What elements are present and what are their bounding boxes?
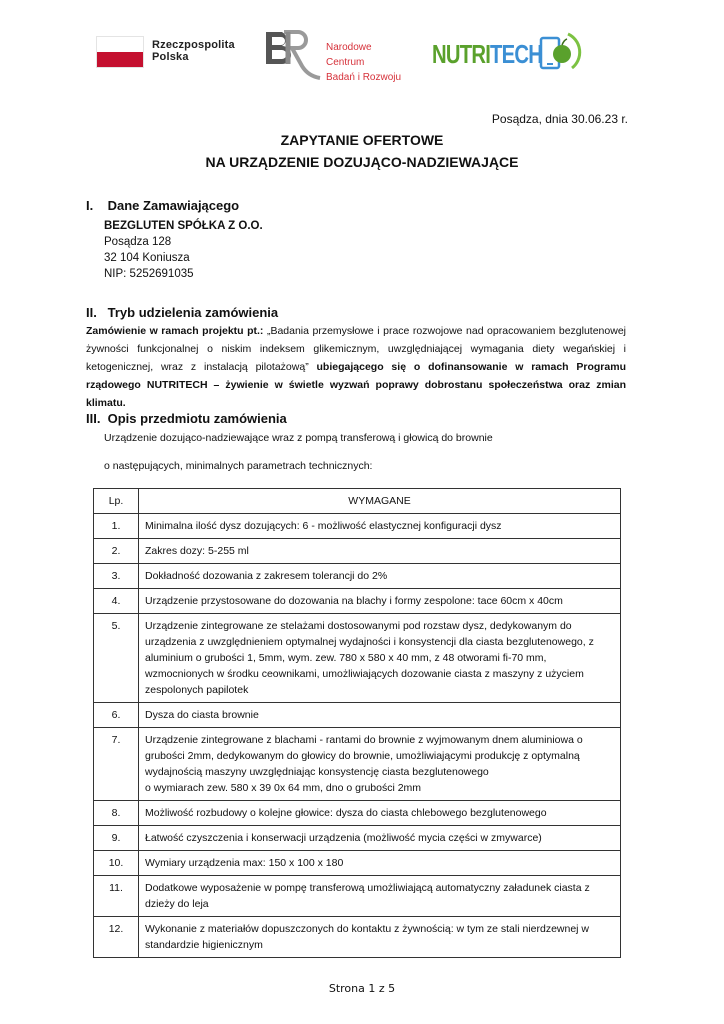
row-text: Łatwość czyszczenia i konserwacji urządzenia (możliwość mycia części w zmywarce) <box>145 832 542 844</box>
table-row <box>94 801 621 826</box>
rp-line1: Rzeczpospolita <box>152 39 235 51</box>
table-row <box>94 826 621 851</box>
section-1-heading <box>86 198 239 213</box>
section-3-title: Opis przedmiotu zamówienia <box>107 411 287 426</box>
row-text: Dokładność dozowania z zakresem tolerancji do 2% <box>145 570 388 582</box>
row-description <box>139 876 621 917</box>
row-description <box>139 703 621 728</box>
row-number: 7. <box>94 728 139 801</box>
row-number: 5. <box>94 614 139 703</box>
row-text: Wykonanie z materiałów dopuszczonych do kontaktu z żywnością: w tym ze stali nierdzewnej w standardzie higienicznym <box>145 923 590 951</box>
row-number: 8. <box>94 801 139 826</box>
row-number: 1. <box>94 514 139 539</box>
row-description <box>139 851 621 876</box>
rp-line2: Polska <box>152 51 189 63</box>
document-title: ZAPYTANIE OFERTOWE <box>280 132 444 148</box>
row-description <box>139 801 621 826</box>
row-text: o wymiarach zew. 580 x 39 0x 64 mm, dno o grubości 2mm <box>145 782 422 794</box>
table-header-row <box>94 489 621 514</box>
row-text: Dysza do ciasta brownie <box>145 709 259 721</box>
row-number: 9. <box>94 826 139 851</box>
nutritech-wordmark <box>432 39 542 70</box>
logo-rzeczpospolita-polska <box>96 36 246 68</box>
table-row <box>94 703 621 728</box>
row-description <box>139 826 621 851</box>
para-bold-intro: Zamówienie w ramach projektu pt.: <box>86 325 264 337</box>
row-number: 4. <box>94 589 139 614</box>
document-date: Posądza, dnia 30.06.23 r. <box>491 112 628 126</box>
row-text: Możliwość rozbudowy o kolejne głowice: dysza do ciasta chlebowego bezglutenowego <box>145 807 547 819</box>
section-1-title: Dane Zamawiającego <box>107 198 240 213</box>
rp-logo-text <box>152 39 235 63</box>
table-row <box>94 728 621 801</box>
table-row <box>94 917 621 958</box>
row-number: 10. <box>94 851 139 876</box>
table-row <box>94 851 621 876</box>
table-row <box>94 614 621 703</box>
company-nip: NIP: 5252691035 <box>104 268 194 280</box>
section-3-subtitle-2: o następujących, minimalnych parametrach technicznych: <box>104 460 373 472</box>
row-text: Dodatkowe wyposażenie w pompę transferową umożliwiającą automatyczny załadunek ciasta z dzieży do leja <box>145 882 590 910</box>
row-description <box>139 614 621 703</box>
nutritech-part1: NUTRI <box>432 39 491 69</box>
ncbr-line2: Badań i Rozwoju <box>326 72 402 83</box>
ncbr-logo-text <box>326 40 412 85</box>
section-2-title: Tryb udzielenia zamówienia <box>107 305 279 320</box>
section-3-heading <box>86 411 287 426</box>
row-description <box>139 514 621 539</box>
row-text: Urządzenie zintegrowane ze stelażami dostosowanymi pod rozstaw dysz, dedykowanym do urządzenia z uwzględnieniem optymalnej wydajności i konsystencji dla ciasta bezglutenowego, z aluminium o grubości 1, 5mm, wym. zew. 780 x 580 x 40 mm, z 48 otworami fi-70 mm, wzmocnionych w środku ceownikami, umożliwiających dozowanie ciasta z maszyny z użyciem zespolonych papilotek <box>145 620 594 696</box>
requirements-table <box>93 488 621 958</box>
ncbr-line1: Narodowe Centrum <box>326 42 372 68</box>
document-subtitle: NA URZĄDZENIE DOZUJĄCO-NADZIEWAJĄCE <box>205 154 519 170</box>
row-text: Wymiary urządzenia max: 150 x 100 x 180 <box>145 857 344 869</box>
polish-flag-icon <box>96 36 144 68</box>
row-number: 12. <box>94 917 139 958</box>
company-name: BEZGLUTEN SPÓŁKA Z O.O. <box>104 220 263 232</box>
table-row <box>94 589 621 614</box>
row-text: Minimalna ilość dysz dozujących: 6 - możliwość elastycznej konfiguracji dysz <box>145 520 502 532</box>
section-2-heading <box>86 305 278 320</box>
ncbr-br-mark-icon <box>262 28 324 82</box>
table-row <box>94 876 621 917</box>
section-2-number: II. <box>86 305 97 320</box>
header-required: WYMAGANE <box>139 489 621 514</box>
table-row <box>94 564 621 589</box>
row-description <box>139 728 621 801</box>
row-description <box>139 564 621 589</box>
row-number: 6. <box>94 703 139 728</box>
header-lp: Lp. <box>94 489 139 514</box>
phone-apple-icon <box>538 30 586 78</box>
section-2-paragraph <box>86 322 626 412</box>
table-row <box>94 514 621 539</box>
company-address-2: 32 104 Koniusza <box>104 252 190 264</box>
row-number: 11. <box>94 876 139 917</box>
row-text: Zakres dozy: 5-255 ml <box>145 545 249 557</box>
logo-ncbr <box>262 28 412 83</box>
section-1-number: I. <box>86 198 94 213</box>
row-text: Urządzenie zintegrowane z blachami - rantami do brownie z wyjmowanym dnem aluminiowa o grubości 2mm, dedykowanym do głowicy do brownie, umożliwiającymi produkcję z optymalną wydajnością maszyny uwzględniając konsystencję ciasta bezglutenowego <box>145 734 583 778</box>
section-3-number: III. <box>86 411 101 426</box>
row-description <box>139 539 621 564</box>
company-address-1: Posądza 128 <box>104 236 172 248</box>
nutritech-part2: TECH <box>490 39 543 69</box>
row-description <box>139 917 621 958</box>
row-text: Urządzenie przystosowane do dozowania na blachy i formy zespolone: tace 60cm x 40cm <box>145 595 563 607</box>
page-number: Strona 1 z 5 <box>328 982 396 995</box>
row-number: 3. <box>94 564 139 589</box>
row-number: 2. <box>94 539 139 564</box>
row-description <box>139 589 621 614</box>
logo-nutritech <box>432 30 592 80</box>
table-row <box>94 539 621 564</box>
section-3-subtitle-1: Urządzenie dozująco-nadziewające wraz z pompą transferową i głowicą do brownie <box>104 432 493 444</box>
para-project-title: „Badania przemysłowe i prace rozwojowe nad opracowaniem bezglutenowej żywności funkcjonalnej o niskim indeksem glikemicznym, uwzględniającej wymagania diety wegańskiej i ketogenicznej, wraz z instalacją pilotażową” <box>86 325 626 373</box>
para-bold-program: ubiegającego się o dofinansowanie w ramach Programu rządowego NUTRITECH – żywienie w świetle wyzwań poprawy dobrostanu społeczeństwa oraz zmian klimatu. <box>86 361 626 409</box>
